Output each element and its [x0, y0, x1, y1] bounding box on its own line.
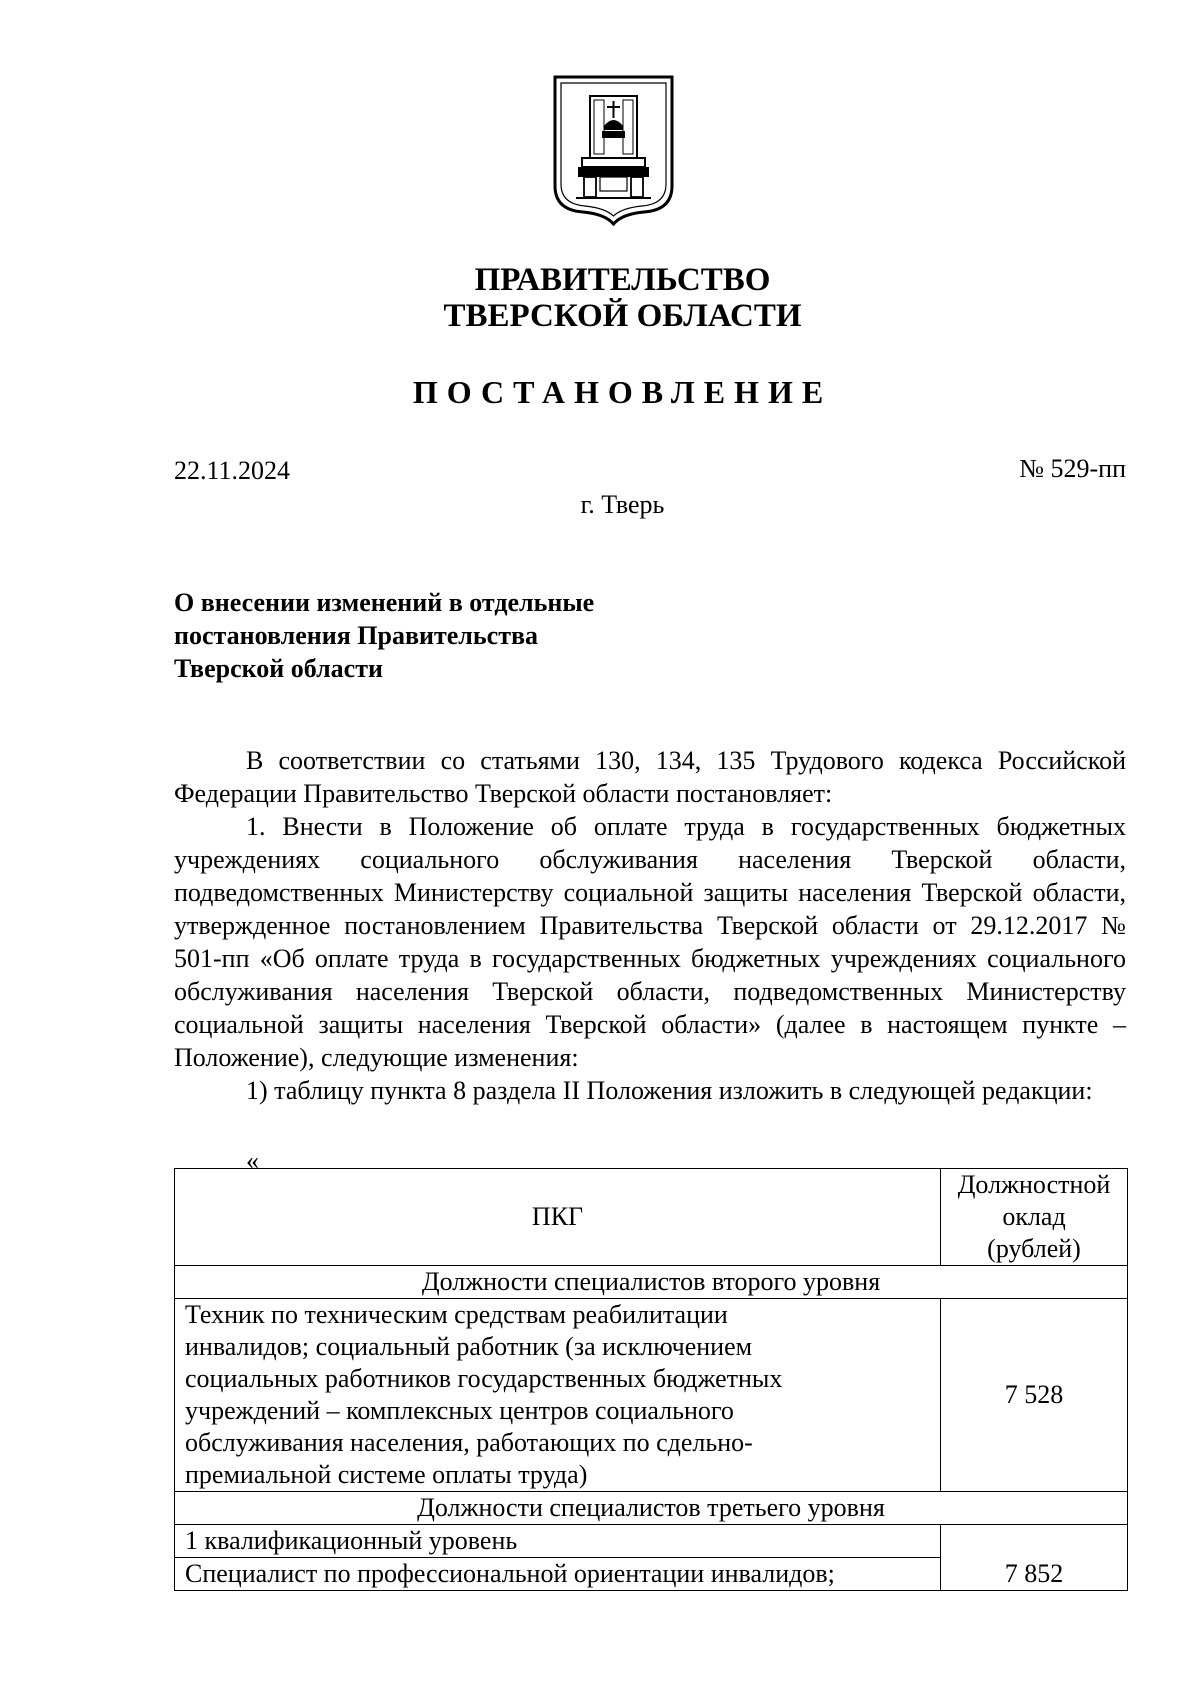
position-line: Техник по техническим средствам реабилитации: [185, 1300, 728, 1329]
table-row: [175, 1299, 1128, 1492]
table-group-row: [175, 1266, 1128, 1299]
salary-amount-cell: 7 852: [941, 1525, 1128, 1591]
subject-line: Тверской области: [174, 654, 383, 683]
position-line: обслуживания населения, работающих по сдельно-: [185, 1428, 753, 1457]
document-city: г. Тверь: [580, 490, 665, 519]
table-header-row: [175, 1169, 1128, 1266]
subject-line: О внесении изменений в отдельные: [174, 588, 595, 617]
body-paragraph: 1) таблицу пункта 8 раздела II Положения изложить в следующей редакции:: [246, 1076, 1093, 1105]
government-name: [0, 262, 1200, 334]
salary-table: [174, 1168, 1128, 1591]
tver-coat-of-arms-icon: [552, 74, 675, 226]
position-line: инвалидов; социальный работник (за исключением: [185, 1332, 753, 1361]
document-subject: [174, 586, 594, 685]
act-type-title: ПОСТАНОВЛЕНИЕ: [412, 374, 833, 410]
document-body: [174, 744, 1126, 1107]
header-salary-line: (рублей): [987, 1234, 1081, 1263]
position-cell: [175, 1299, 941, 1492]
position-line: премиальной системе оплаты труда): [185, 1460, 588, 1489]
salary-amount-cell: 7 528: [941, 1299, 1128, 1492]
body-paragraph: 1. Внести в Положение об оплате труда в государственных бюджетных учреждениях социального обслуживания населения Тверской области, подведомственных Министерству социальной защиты населения Тверской области, утвержденное постановлением Правительства Тверской области от 29.12.2017 № 501-пп «Об оплате труда в государственных бюджетных учреждениях социального обслуживания населения Тверской области, подведомственных Министерству социальной защиты населения Тверской области» (далее в настоящем пункте – Положение), следующие изменения:: [174, 812, 1126, 1072]
header-salary-line: Должностной: [957, 1170, 1111, 1199]
position-line: учреждений – комплексных центров социального: [185, 1396, 734, 1425]
document-date: 22.11.2024: [174, 456, 291, 485]
header-salary-line: оклад: [1002, 1202, 1066, 1231]
position-line: социальных работников государственных бюджетных: [185, 1364, 783, 1393]
group-cell-second-level: Должности специалистов второго уровня: [175, 1266, 1128, 1299]
government-line-2: ТВЕРСКОЙ ОБЛАСТИ: [443, 298, 802, 334]
government-line-1: ПРАВИТЕЛЬСТВО: [474, 262, 771, 298]
header-cell-pkg: ПКГ: [175, 1169, 941, 1266]
group-cell-third-level: Должности специалистов третьего уровня: [175, 1492, 1128, 1525]
qualification-level-cell: 1 квалификационный уровень: [175, 1525, 941, 1558]
subject-line: постановления Правительства: [174, 621, 538, 650]
header-cell-salary: [941, 1169, 1128, 1266]
table-row: [175, 1525, 1128, 1558]
table-group-row: [175, 1492, 1128, 1525]
position-cell: Специалист по профессиональной ориентации инвалидов;: [175, 1558, 941, 1591]
opening-quote-mark: «: [246, 1146, 259, 1175]
document-number: № 529-пп: [1019, 454, 1126, 483]
body-paragraph: В соответствии со статьями 130, 134, 135 Трудового кодекса Российской Федерации Правительство Тверской области постановляет:: [174, 746, 1126, 808]
